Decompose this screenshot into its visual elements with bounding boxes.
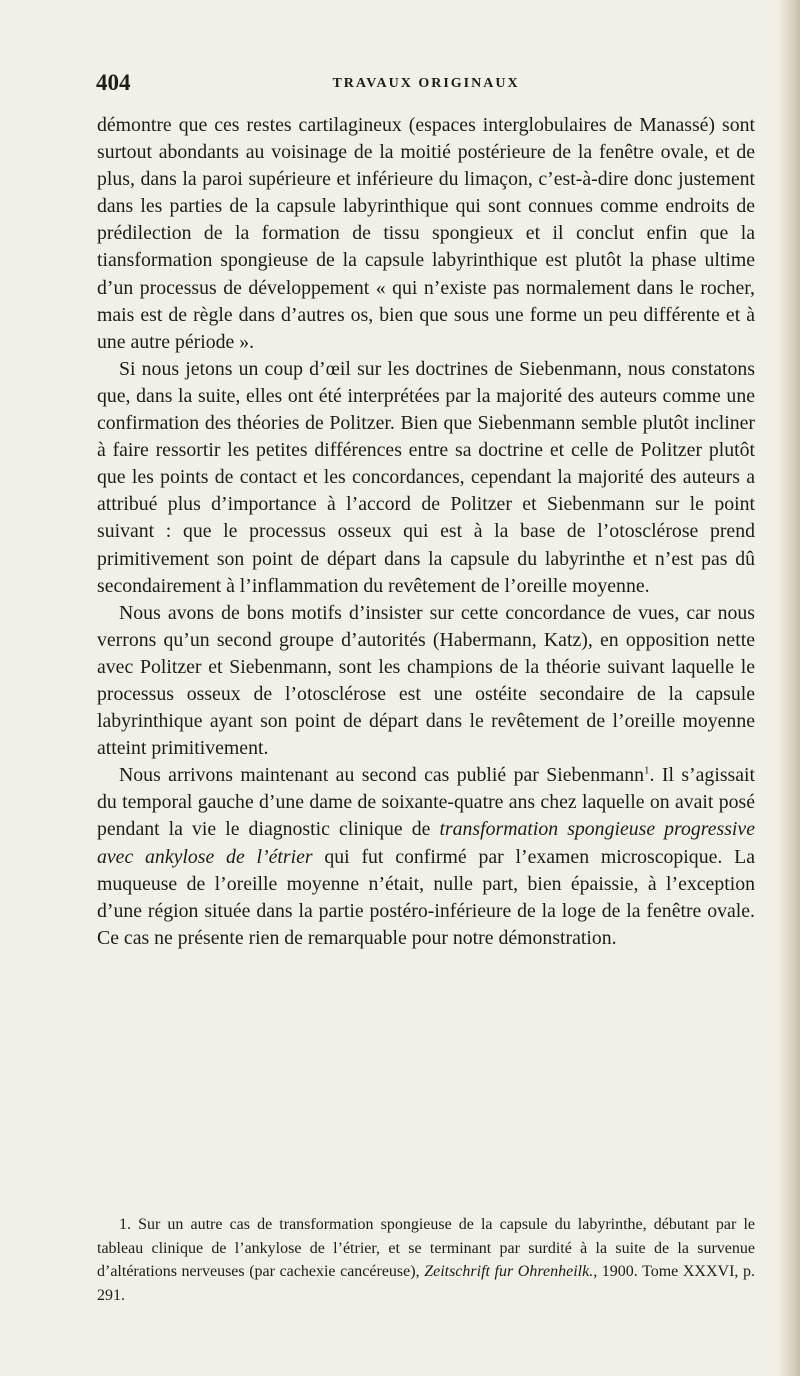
footnote-text-end: , 1900. Tome XXXVI, p. 291. [97,1263,755,1304]
page-header [96,70,756,100]
diagnosis-italic: transformation spongieuse progressive avec ankylose de l’étrier [97,818,755,868]
paragraph-4-middle: . Il s’agissait du temporal gauche d’une dame de soixante-quatre ans chez laquelle on avait posé pendant la vie le diagnostic clinique de [97,764,755,841]
footnote-text-start: Sur un autre cas de transformation spongieuse de la capsule du labyrinthe, débutant par le tableau clinique de l’ankylose de l’étrier, et se terminant par surdité à la suite de la survenue d’altérations nerveuses (par cachexie cancéreuse), [97,1216,755,1280]
paragraph-4 [97,762,755,952]
body-text [97,112,755,952]
page-number: 404 [96,70,131,95]
page-edge-shadow [778,0,800,1376]
footnote [97,1213,755,1307]
footnote-journal: Zeitschrift fur Ohrenheilk. [424,1263,594,1280]
paragraph-4-end: qui fut confirmé par l’examen microscopique. La muqueuse de l’oreille moyenne n’était, nulle part, bien épaissie, à l’exception d’une région située dans la partie postéro-inférieure de la loge de la fenêtre ovale. Ce cas ne présente rien de remarquable pour notre démonstration. [97,845,755,949]
paragraph-1: démontre que ces restes cartilagineux (espaces interglobulaires de Manassé) sont surtout abondants au voisinage de la moitié postérieure de la fenêtre ovale, et de plus, dans la paroi supérieure et inférieure du limaçon, c’est-à-dire donc justement dans les parties de la capsule labyrinthique qui sont connues comme endroits de prédilection de la formation de tissu spongieux et il conclut enfin que la tiansformation spongieuse de la capsule labyrinthique est plutôt la phase ultime d’un processus de développement « qui n’existe pas normalement dans le rocher, mais est de règle dans d’autres os, bien que sous une forme un peu différente et à une autre période ». [97,114,755,353]
footnote-ref: 1 [644,764,650,777]
paragraph-4-start: Nous arrivons maintenant au second cas publié par Siebenmann [119,764,645,787]
running-head: TRAVAUX ORIGINAUX [332,76,520,91]
paragraph-2: Si nous jetons un coup d’œil sur les doctrines de Siebenmann, nous constatons que, dans la suite, elles ont été interprétées par la majorité des auteurs comme une confirmation des théories de Politzer. Bien que Siebenmann semble plutôt incliner à faire ressortir les petites différences entre sa doctrine et celle de Politzer plutôt que les points de contact et les concordances, cependant la majorité des auteurs a attribué plus d’importance à l’accord de Politzer et Siebenmann sur le point suivant : que le processus osseux qui est à la base de l’otosclérose prend primitivement son point de départ dans la capsule du labyrinthe et n’est pas dû secondairement à l’inflammation du revêtement de l’oreille moyenne. [97,357,755,597]
footnote-marker: 1. [119,1216,131,1233]
paragraph-3: Nous avons de bons motifs d’insister sur cette concordance de vues, car nous verrons qu’un second groupe d’autorités (Habermann, Katz), en opposition nette avec Politzer et Siebenmann, sont les champions de la théorie suivant laquelle le processus osseux de l’otosclérose est une ostéite secondaire de la capsule labyrinthique ayant son point de départ dans le revêtement de l’oreille moyenne atteint primitivement. [97,601,755,760]
